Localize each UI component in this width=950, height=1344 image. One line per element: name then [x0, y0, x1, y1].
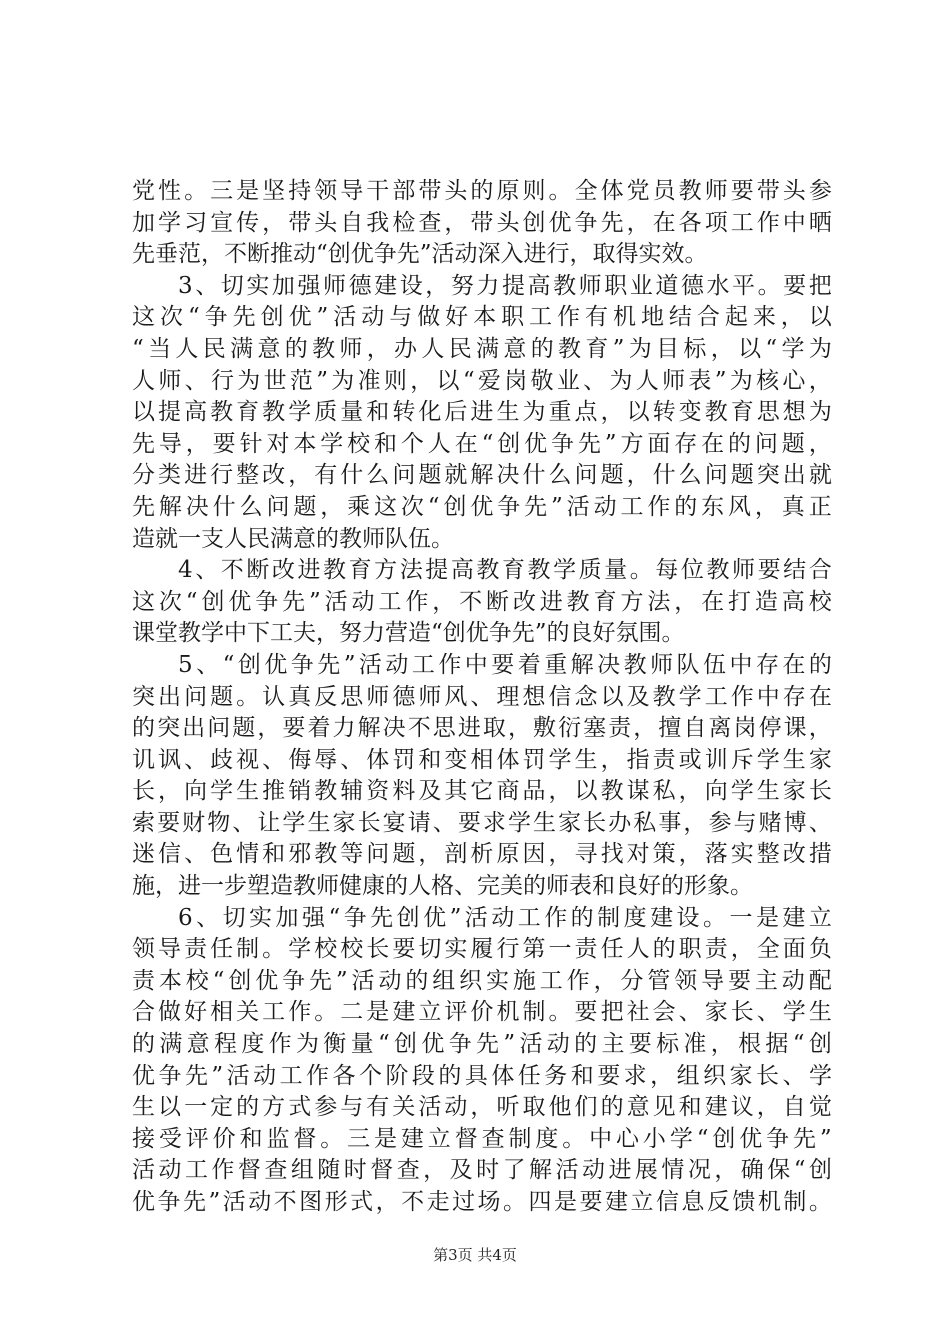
text-line: 加 学 习 宣 传 ， 带 头 自 我 检 查 ， 带 头 创 优 争 先 ， 在 各 项 工 作 中 晒 [132, 209, 832, 236]
page-footer: 第3页 共4页 [433, 1246, 517, 1264]
text-line: 生 以 一 定 的 方 式 参 与 有 关 活 动 ， 听 取 他 们 的 意 见 和 建 议 ， 自 觉 [132, 1094, 832, 1121]
text-line-content: 先垂范，不断推动“创优争先”活动深入进行，取得实效。 [132, 241, 708, 268]
text-line [132, 524, 832, 556]
text-line: 4 、 不 断 改 进 教 育 方 法 提 高 教 育 教 学 质 量 。 每 位 教 师 要 结 合 [178, 557, 832, 584]
text-line: 迷 信 、 色 情 和 邪 教 等 问 题 ， 剖 析 原 因 ， 寻 找 对 策 ， 落 实 整 改 措 [132, 841, 832, 868]
text-line: 先 解 决 什 么 问 题 ， 乘 这 次 “ 创 优 争 先 ” 活 动 工 作 的 东 风 ， 真 正 [132, 493, 832, 520]
text-line-content: 造就一支人民满意的教师队伍。 [132, 525, 454, 552]
text-line [132, 239, 832, 271]
text-line-content: 施，进一步塑造教师健康的人格、完美的师表和良好的形象。 [132, 873, 753, 900]
text-line: 责 本 校 “ 创 优 争 先 ” 活 动 的 组 织 实 施 工 作 ， 分 管 领 导 要 主 动 配 [132, 967, 832, 994]
text-line: 优 争 先 ” 活 动 工 作 各 个 阶 段 的 具 体 任 务 和 要 求 ， 组 织 家 长 、 学 [132, 1062, 832, 1089]
text-line: 的 突 出 问 题 ， 要 着 力 解 决 不 思 进 取 ， 敷 衍 塞 责 ， 擅 自 离 岗 停 课 ， [132, 715, 832, 742]
text-line: 这 次 “ 争 先 创 优 ” 活 动 与 做 好 本 职 工 作 有 机 地 结 合 起 来 ， 以 [132, 304, 832, 331]
text-line: 讥 讽 、 歧 视 、 侮 辱 、 体 罚 和 变 相 体 罚 学 生 ， 指 责 或 训 斥 学 生 家 [132, 746, 832, 773]
text-line: 5 、 “ 创 优 争 先 ” 活 动 工 作 中 要 着 重 解 决 教 师 队 伍 中 存 在 的 [178, 651, 832, 678]
text-line: 领 导 责 任 制 。 学 校 校 长 要 切 实 履 行 第 一 责 任 人 的 职 责 ， 全 面 负 [132, 936, 832, 963]
text-line: 人 师 、 行 为 世 范 ” 为 准 则 ， 以 “ 爱 岗 敬 业 、 为 人 师 表 ” 为 核 心 ， [132, 367, 832, 394]
text-line-content: 课堂教学中下工夫，努力营造“创优争先”的良好氛围。 [132, 620, 685, 647]
text-line [132, 871, 832, 903]
text-line: 接 受 评 价 和 监 督 。 三 是 建 立 督 查 制 度 。 中 心 小 学 “ 创 优 争 先 ” [132, 1125, 832, 1152]
text-line: 优 争 先 ” 活 动 不 图 形 式 ， 不 走 过 场 。 四 是 要 建 立 信 息 反 馈 机 制 。 [132, 1189, 832, 1215]
text-line [132, 618, 832, 650]
text-line: 长 ， 向 学 生 推 销 教 辅 资 料 及 其 它 商 品 ， 以 教 谋 私 ， 向 学 生 家 长 [132, 778, 832, 805]
text-line: 6 、 切 实 加 强 “ 争 先 创 优 ” 活 动 工 作 的 制 度 建 设 。 一 是 建 立 [178, 904, 832, 931]
text-line: 3 、 切 实 加 强 师 德 建 设 ， 努 力 提 高 教 师 职 业 道 德 水 平 。 要 把 [178, 272, 832, 299]
text-line: 的 满 意 程 度 作 为 衡 量 “ 创 优 争 先 ” 活 动 的 主 要 标 准 ， 根 据 “ 创 [132, 1031, 832, 1058]
text-line: 索 要 财 物 、 让 学 生 家 长 宴 请 、 要 求 学 生 家 长 办 私 事 ， 参 与 赌 博 、 [132, 809, 832, 836]
text-line: “ 当 人 民 满 意 的 教 师 ， 办 人 民 满 意 的 教 育 ” 为 目 标 ， 以 “ 学 为 [132, 335, 832, 362]
text-line: 党 性 。 三 是 坚 持 领 导 干 部 带 头 的 原 则 。 全 体 党 员 教 师 要 带 头 参 [132, 178, 832, 204]
text-line: 分 类 进 行 整 改 ， 有 什 么 问 题 就 解 决 什 么 问 题 ， 什 么 问 题 突 出 就 [132, 462, 832, 489]
text-line: 这 次 “ 创 优 争 先 ” 活 动 工 作 ， 不 断 改 进 教 育 方 法 ， 在 打 造 高 校 [132, 588, 832, 615]
document-body [132, 176, 832, 1219]
text-line: 合 做 好 相 关 工 作 。 二 是 建 立 评 价 机 制 。 要 把 社 会 、 家 长 、 学 生 [132, 999, 832, 1026]
text-line: 以 提 高 教 育 教 学 质 量 和 转 化 后 进 生 为 重 点 ， 以 转 变 教 育 思 想 为 [132, 399, 832, 426]
text-line: 突 出 问 题 。 认 真 反 思 师 德 师 风 、 理 想 信 念 以 及 教 学 工 作 中 存 在 [132, 683, 832, 710]
text-line: 活 动 工 作 督 查 组 随 时 督 查 ， 及 时 了 解 活 动 进 展 情 况 ， 确 保 “ 创 [132, 1157, 832, 1184]
text-line: 先 导 ， 要 针 对 本 学 校 和 个 人 在 “ 创 优 争 先 ” 方 面 存 在 的 问 题 ， [132, 430, 832, 457]
